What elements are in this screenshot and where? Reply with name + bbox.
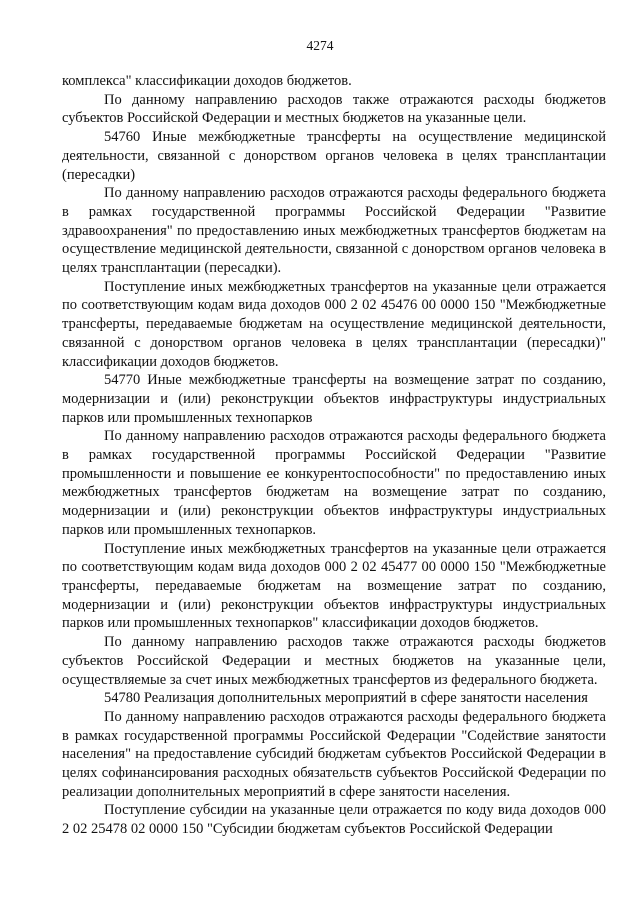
paragraph: 54760 Иные межбюджетные трансферты на осуществление медицинской деятельности, связанной с донорством органов человека в целях трансплантации (пересадки) <box>62 129 606 183</box>
paragraph: По данному направлению расходов отражаются расходы федерального бюджета в рамках государственной программы Российской Федерации "Развитие промышленности и повышение ее конкурентоспособности" по предоставлению иных межбюджетных трансфертов бюджетам на возмещение затрат по созданию, модернизации и (или) реконструкции объектов инфраструктуры индустриальных парков или промышленных технопарков. <box>62 428 606 538</box>
paragraph: По данному направлению расходов отражаются расходы федерального бюджета в рамках государственной программы Российской Федерации "Развитие здравоохранения" по предоставлению иных межбюджетных трансфертов бюджетам на осуществление медицинской деятельности, связанной с донорством органов человека в целях трансплантации (пересадки). <box>62 185 606 277</box>
paragraph: 54770 Иные межбюджетные трансферты на возмещение затрат по созданию, модернизации и (или) реконструкции объектов инфраструктуры индустриальных парков или промышленных технопарков <box>62 372 606 426</box>
paragraph: 54780 Реализация дополнительных мероприятий в сфере занятости населения <box>104 690 588 707</box>
body-text <box>62 72 606 839</box>
paragraph: Поступление иных межбюджетных трансфертов на указанные цели отражается по соответствующим кодам вида доходов 000 2 02 45476 00 0000 150 "Межбюджетные трансферты, передаваемые бюджетам на осуществление медицинской деятельности, связанной с донорством органов человека в целях трансплантации (пересадки)" классификации доходов бюджетов. <box>62 278 606 370</box>
page-number: 4274 <box>306 38 334 53</box>
paragraph: По данному направлению расходов также отражаются расходы бюджетов субъектов Российской Федерации и местных бюджетов на указанные цели. <box>62 91 606 127</box>
paragraph: Поступление иных межбюджетных трансфертов на указанные цели отражается по соответствующим кодам вида доходов 000 2 02 45477 00 0000 150 "Межбюджетные трансферты, передаваемые бюджетам на возмещение затрат по созданию, модернизации и (или) реконструкции объектов инфраструктуры индустриальных парков или промышленных технопарков" классификации доходов бюджетов. <box>62 540 606 632</box>
paragraph: По данному направлению расходов отражаются расходы федерального бюджета в рамках государственной программы Российской Федерации "Содействие занятости населения" на предоставление субсидий бюджетам субъектов Российской Федерации в целях софинансирования расходных обязательств субъектов Российской Федерации по реализации дополнительных мероприятий в сфере занятости населения. <box>62 708 606 800</box>
paragraph: По данному направлению расходов также отражаются расходы бюджетов субъектов Российской Федерации и местных бюджетов на указанные цели, осуществляемые за счет иных межбюджетных трансфертов из федерального бюджета. <box>62 634 606 688</box>
paragraph: Поступление субсидии на указанные цели отражается по коду вида доходов 000 2 02 25478 02 0000 150 "Субсидии бюджетам субъектов Российской Федерации <box>62 802 606 838</box>
paragraph: комплекса" классификации доходов бюджетов. <box>62 73 352 89</box>
